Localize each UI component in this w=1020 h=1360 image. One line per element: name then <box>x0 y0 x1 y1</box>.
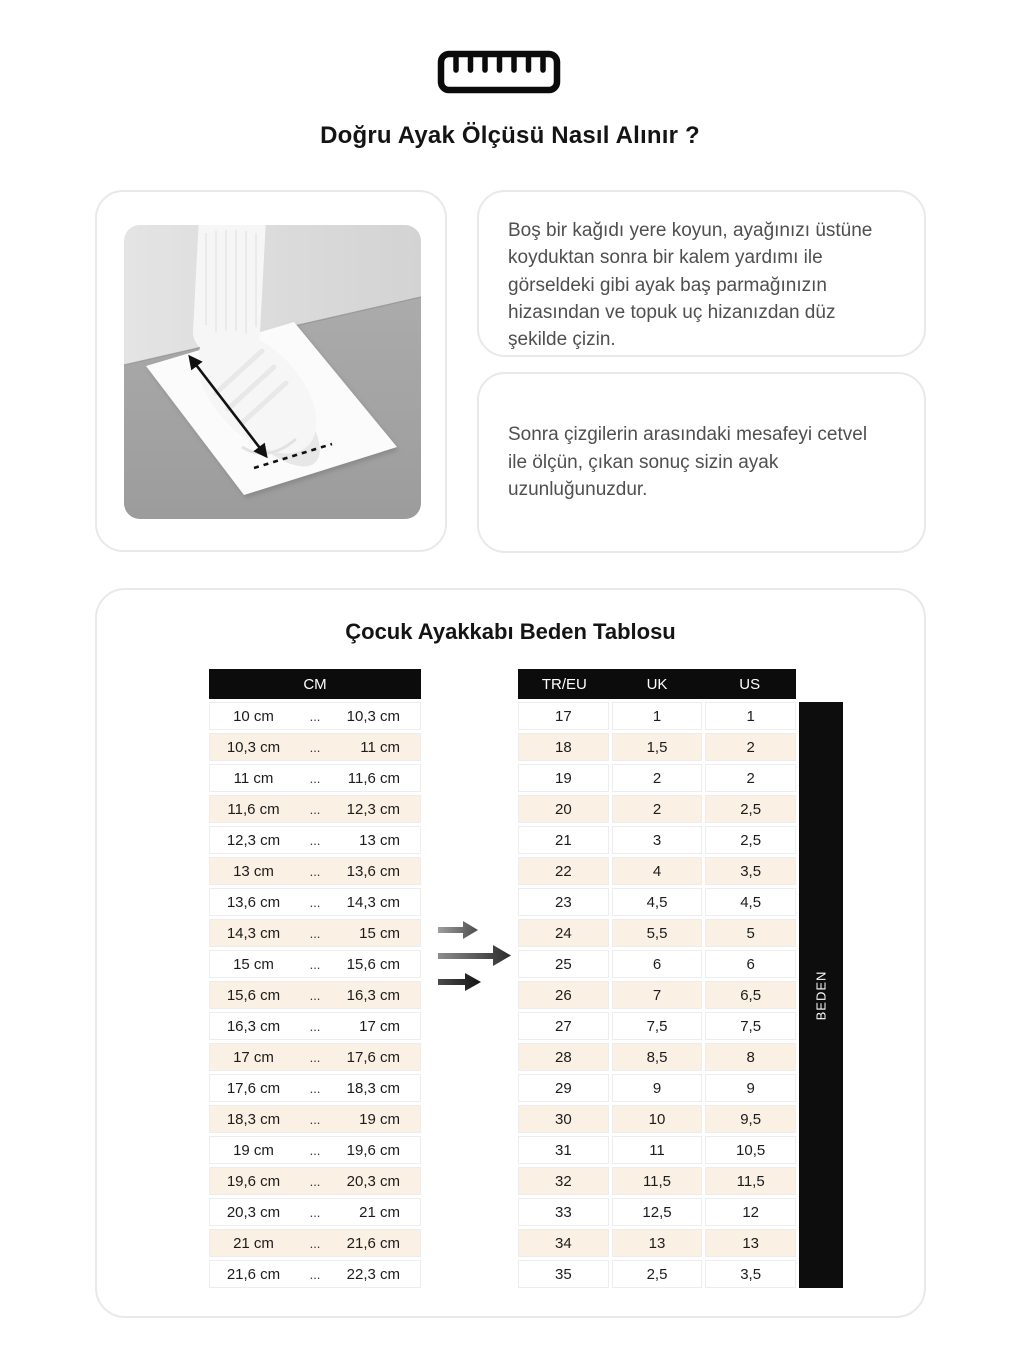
cm-cell-dots: ... <box>309 1235 321 1251</box>
size-cell: 11 <box>612 1136 703 1164</box>
size-cell: 3,5 <box>705 1260 796 1288</box>
size-cell: 6 <box>612 950 703 978</box>
cm-row <box>209 1167 421 1195</box>
cm-cell-to: 17,6 cm <box>346 1048 400 1066</box>
cm-cell-from: 13,6 cm <box>226 893 281 911</box>
size-cell: 11,5 <box>705 1167 796 1195</box>
size-row <box>518 1198 796 1226</box>
size-cell: 21 <box>518 826 609 854</box>
instruction-card-1 <box>477 190 926 357</box>
size-cell: 7,5 <box>705 1012 796 1040</box>
cm-row <box>209 919 421 947</box>
cm-cell-dots: ... <box>309 801 321 817</box>
cm-cell-to: 19,6 cm <box>346 1141 400 1159</box>
size-cell: 2,5 <box>612 1260 703 1288</box>
cm-row <box>209 857 421 885</box>
size-cell: 33 <box>518 1198 609 1226</box>
size-cell: 9 <box>612 1074 703 1102</box>
size-cell: 18 <box>518 733 609 761</box>
size-cell: 12 <box>705 1198 796 1226</box>
size-cell: 2 <box>612 795 703 823</box>
cm-cell-dots: ... <box>309 1142 321 1158</box>
size-cell: 10 <box>612 1105 703 1133</box>
cm-cell-from: 14,3 cm <box>226 924 281 942</box>
cm-cell-to: 21,6 cm <box>346 1234 400 1252</box>
cm-cell-dots: ... <box>309 1018 321 1034</box>
size-cell: 22 <box>518 857 609 885</box>
cm-cell-from: 19 cm <box>233 1141 274 1159</box>
cm-cell-dots: ... <box>309 1204 321 1220</box>
size-cell: 9,5 <box>705 1105 796 1133</box>
size-cell: 20 <box>518 795 609 823</box>
size-cell: 5,5 <box>612 919 703 947</box>
size-row <box>518 888 796 916</box>
instruction-card-2 <box>477 372 926 553</box>
size-row <box>518 1105 796 1133</box>
size-cell: 6 <box>705 950 796 978</box>
cm-cell-from: 10,3 cm <box>226 738 281 756</box>
cm-row <box>209 1136 421 1164</box>
size-cell: 4,5 <box>705 888 796 916</box>
cm-cell-from: 21,6 cm <box>226 1265 281 1283</box>
cm-row <box>209 1012 421 1040</box>
arrows-transfer-icon <box>437 919 517 995</box>
cm-table-header: CM <box>209 669 421 699</box>
cm-cell-dots: ... <box>309 1266 321 1282</box>
cm-row <box>209 764 421 792</box>
beden-side-bar <box>799 702 843 1288</box>
size-row <box>518 1012 796 1040</box>
cm-cell-to: 19 cm <box>359 1110 400 1128</box>
size-row <box>518 1167 796 1195</box>
cm-cell-to: 11,6 cm <box>347 769 400 787</box>
cm-cell-to: 13 cm <box>359 831 400 849</box>
cm-cell-dots: ... <box>309 863 321 879</box>
cm-row <box>209 981 421 1009</box>
measurement-photo-card <box>95 190 447 552</box>
cm-row <box>209 950 421 978</box>
size-cell: 1,5 <box>612 733 703 761</box>
cm-cell-from: 13 cm <box>233 862 274 880</box>
size-cell: 2,5 <box>705 795 796 823</box>
cm-cell-to: 17 cm <box>359 1017 400 1035</box>
size-cell: 1 <box>705 702 796 730</box>
cm-cell-dots: ... <box>309 987 321 1003</box>
intl-size-table-header <box>518 669 796 699</box>
size-cell: 7,5 <box>612 1012 703 1040</box>
size-cell: 5 <box>705 919 796 947</box>
cm-row <box>209 702 421 730</box>
size-cell: 23 <box>518 888 609 916</box>
cm-row <box>209 1105 421 1133</box>
cm-table <box>209 669 421 1291</box>
col-header-uk: UK <box>646 675 668 693</box>
instruction-step-1: Boş bir kağıdı yere koyun, ayağınızı üstüne koyduktan sonra bir kalem yardımı ile görseldeki gibi ayak baş parmağınızın hizasından ve topuk uç hizanızdan düz şekilde çizin. <box>508 220 873 351</box>
cm-row <box>209 888 421 916</box>
size-cell: 8,5 <box>612 1043 703 1071</box>
intl-size-table-body <box>518 702 796 1288</box>
cm-cell-to: 18,3 cm <box>346 1079 400 1097</box>
size-row <box>518 764 796 792</box>
cm-cell-to: 12,3 cm <box>346 800 400 818</box>
cm-cell-to: 13,6 cm <box>346 862 400 880</box>
size-cell: 25 <box>518 950 609 978</box>
cm-row <box>209 1043 421 1071</box>
cm-cell-from: 11,6 cm <box>227 800 280 818</box>
size-cell: 2,5 <box>705 826 796 854</box>
size-cell: 31 <box>518 1136 609 1164</box>
col-header-tr-eu: TR/EU <box>541 675 587 693</box>
size-row <box>518 1260 796 1288</box>
cm-row <box>209 1229 421 1257</box>
size-cell: 1 <box>612 702 703 730</box>
cm-cell-to: 21 cm <box>359 1203 400 1221</box>
size-cell: 2 <box>705 733 796 761</box>
size-cell: 13 <box>705 1229 796 1257</box>
size-cell: 3 <box>612 826 703 854</box>
cm-cell-dots: ... <box>309 956 321 972</box>
cm-row <box>209 1260 421 1288</box>
cm-cell-to: 10,3 cm <box>346 707 400 725</box>
cm-cell-dots: ... <box>309 1049 321 1065</box>
cm-cell-from: 18,3 cm <box>226 1110 281 1128</box>
size-row <box>518 1136 796 1164</box>
cm-cell-from: 11 cm <box>233 769 274 787</box>
size-table-title: Çocuk Ayakkabı Beden Tablosu <box>345 619 676 644</box>
cm-cell-to: 15 cm <box>359 924 400 942</box>
cm-cell-from: 10 cm <box>233 707 274 725</box>
size-cell: 32 <box>518 1167 609 1195</box>
cm-cell-from: 20,3 cm <box>226 1203 281 1221</box>
beden-label: BEDEN <box>813 970 829 1020</box>
size-cell: 28 <box>518 1043 609 1071</box>
cm-cell-dots: ... <box>309 832 321 848</box>
cm-cell-to: 22,3 cm <box>346 1265 400 1283</box>
size-row <box>518 1074 796 1102</box>
cm-cell-from: 19,6 cm <box>226 1172 281 1190</box>
page-title: Doğru Ayak Ölçüsü Nasıl Alınır ? <box>320 122 700 149</box>
size-row <box>518 702 796 730</box>
cm-cell-dots: ... <box>309 1173 321 1189</box>
size-cell: 30 <box>518 1105 609 1133</box>
cm-cell-to: 14,3 cm <box>346 893 400 911</box>
cm-row <box>209 1074 421 1102</box>
size-cell: 26 <box>518 981 609 1009</box>
size-cell: 11,5 <box>612 1167 703 1195</box>
instruction-step-2: Sonra çizgilerin arasındaki mesafeyi cetvel ile ölçün, çıkan sonuç sizin ayak uzunluğunuzdur. <box>508 424 868 501</box>
size-cell: 29 <box>518 1074 609 1102</box>
size-cell: 6,5 <box>705 981 796 1009</box>
size-row <box>518 981 796 1009</box>
size-cell: 4 <box>612 857 703 885</box>
size-row <box>518 826 796 854</box>
cm-row <box>209 1198 421 1226</box>
cm-cell-to: 11 cm <box>360 738 400 756</box>
size-row <box>518 795 796 823</box>
ruler-icon <box>437 50 561 96</box>
size-row <box>518 857 796 885</box>
cm-cell-dots: ... <box>309 925 321 941</box>
cm-row <box>209 826 421 854</box>
cm-cell-to: 16,3 cm <box>346 986 400 1004</box>
size-cell: 2 <box>612 764 703 792</box>
size-row <box>518 919 796 947</box>
cm-table-body <box>209 702 421 1288</box>
cm-cell-dots: ... <box>309 770 321 786</box>
cm-row <box>209 733 421 761</box>
cm-cell-from: 17,6 cm <box>226 1079 281 1097</box>
size-cell: 8 <box>705 1043 796 1071</box>
size-cell: 10,5 <box>705 1136 796 1164</box>
size-row <box>518 950 796 978</box>
cm-cell-from: 16,3 cm <box>226 1017 281 1035</box>
cm-cell-dots: ... <box>309 708 321 724</box>
col-header-us: US <box>739 675 761 693</box>
size-cell: 3,5 <box>705 857 796 885</box>
cm-cell-from: 21 cm <box>233 1234 274 1252</box>
size-row <box>518 1229 796 1257</box>
size-table-card <box>95 588 926 1318</box>
cm-cell-from: 17 cm <box>233 1048 274 1066</box>
cm-cell-dots: ... <box>309 739 321 755</box>
cm-cell-from: 15 cm <box>233 955 274 973</box>
cm-cell-dots: ... <box>309 1080 321 1096</box>
size-cell: 24 <box>518 919 609 947</box>
size-cell: 27 <box>518 1012 609 1040</box>
size-cell: 12,5 <box>612 1198 703 1226</box>
size-cell: 13 <box>612 1229 703 1257</box>
cm-cell-from: 15,6 cm <box>226 986 281 1004</box>
size-cell: 4,5 <box>612 888 703 916</box>
intl-size-table <box>518 669 796 1291</box>
size-cell: 7 <box>612 981 703 1009</box>
cm-cell-dots: ... <box>309 894 321 910</box>
size-cell: 17 <box>518 702 609 730</box>
cm-cell-from: 12,3 cm <box>226 831 281 849</box>
foot-measurement-photo <box>124 225 421 519</box>
size-row <box>518 733 796 761</box>
cm-cell-dots: ... <box>309 1111 321 1127</box>
size-row <box>518 1043 796 1071</box>
cm-cell-to: 20,3 cm <box>346 1172 400 1190</box>
size-cell: 9 <box>705 1074 796 1102</box>
cm-row <box>209 795 421 823</box>
size-cell: 19 <box>518 764 609 792</box>
size-cell: 2 <box>705 764 796 792</box>
size-cell: 35 <box>518 1260 609 1288</box>
cm-cell-to: 15,6 cm <box>346 955 400 973</box>
size-cell: 34 <box>518 1229 609 1257</box>
